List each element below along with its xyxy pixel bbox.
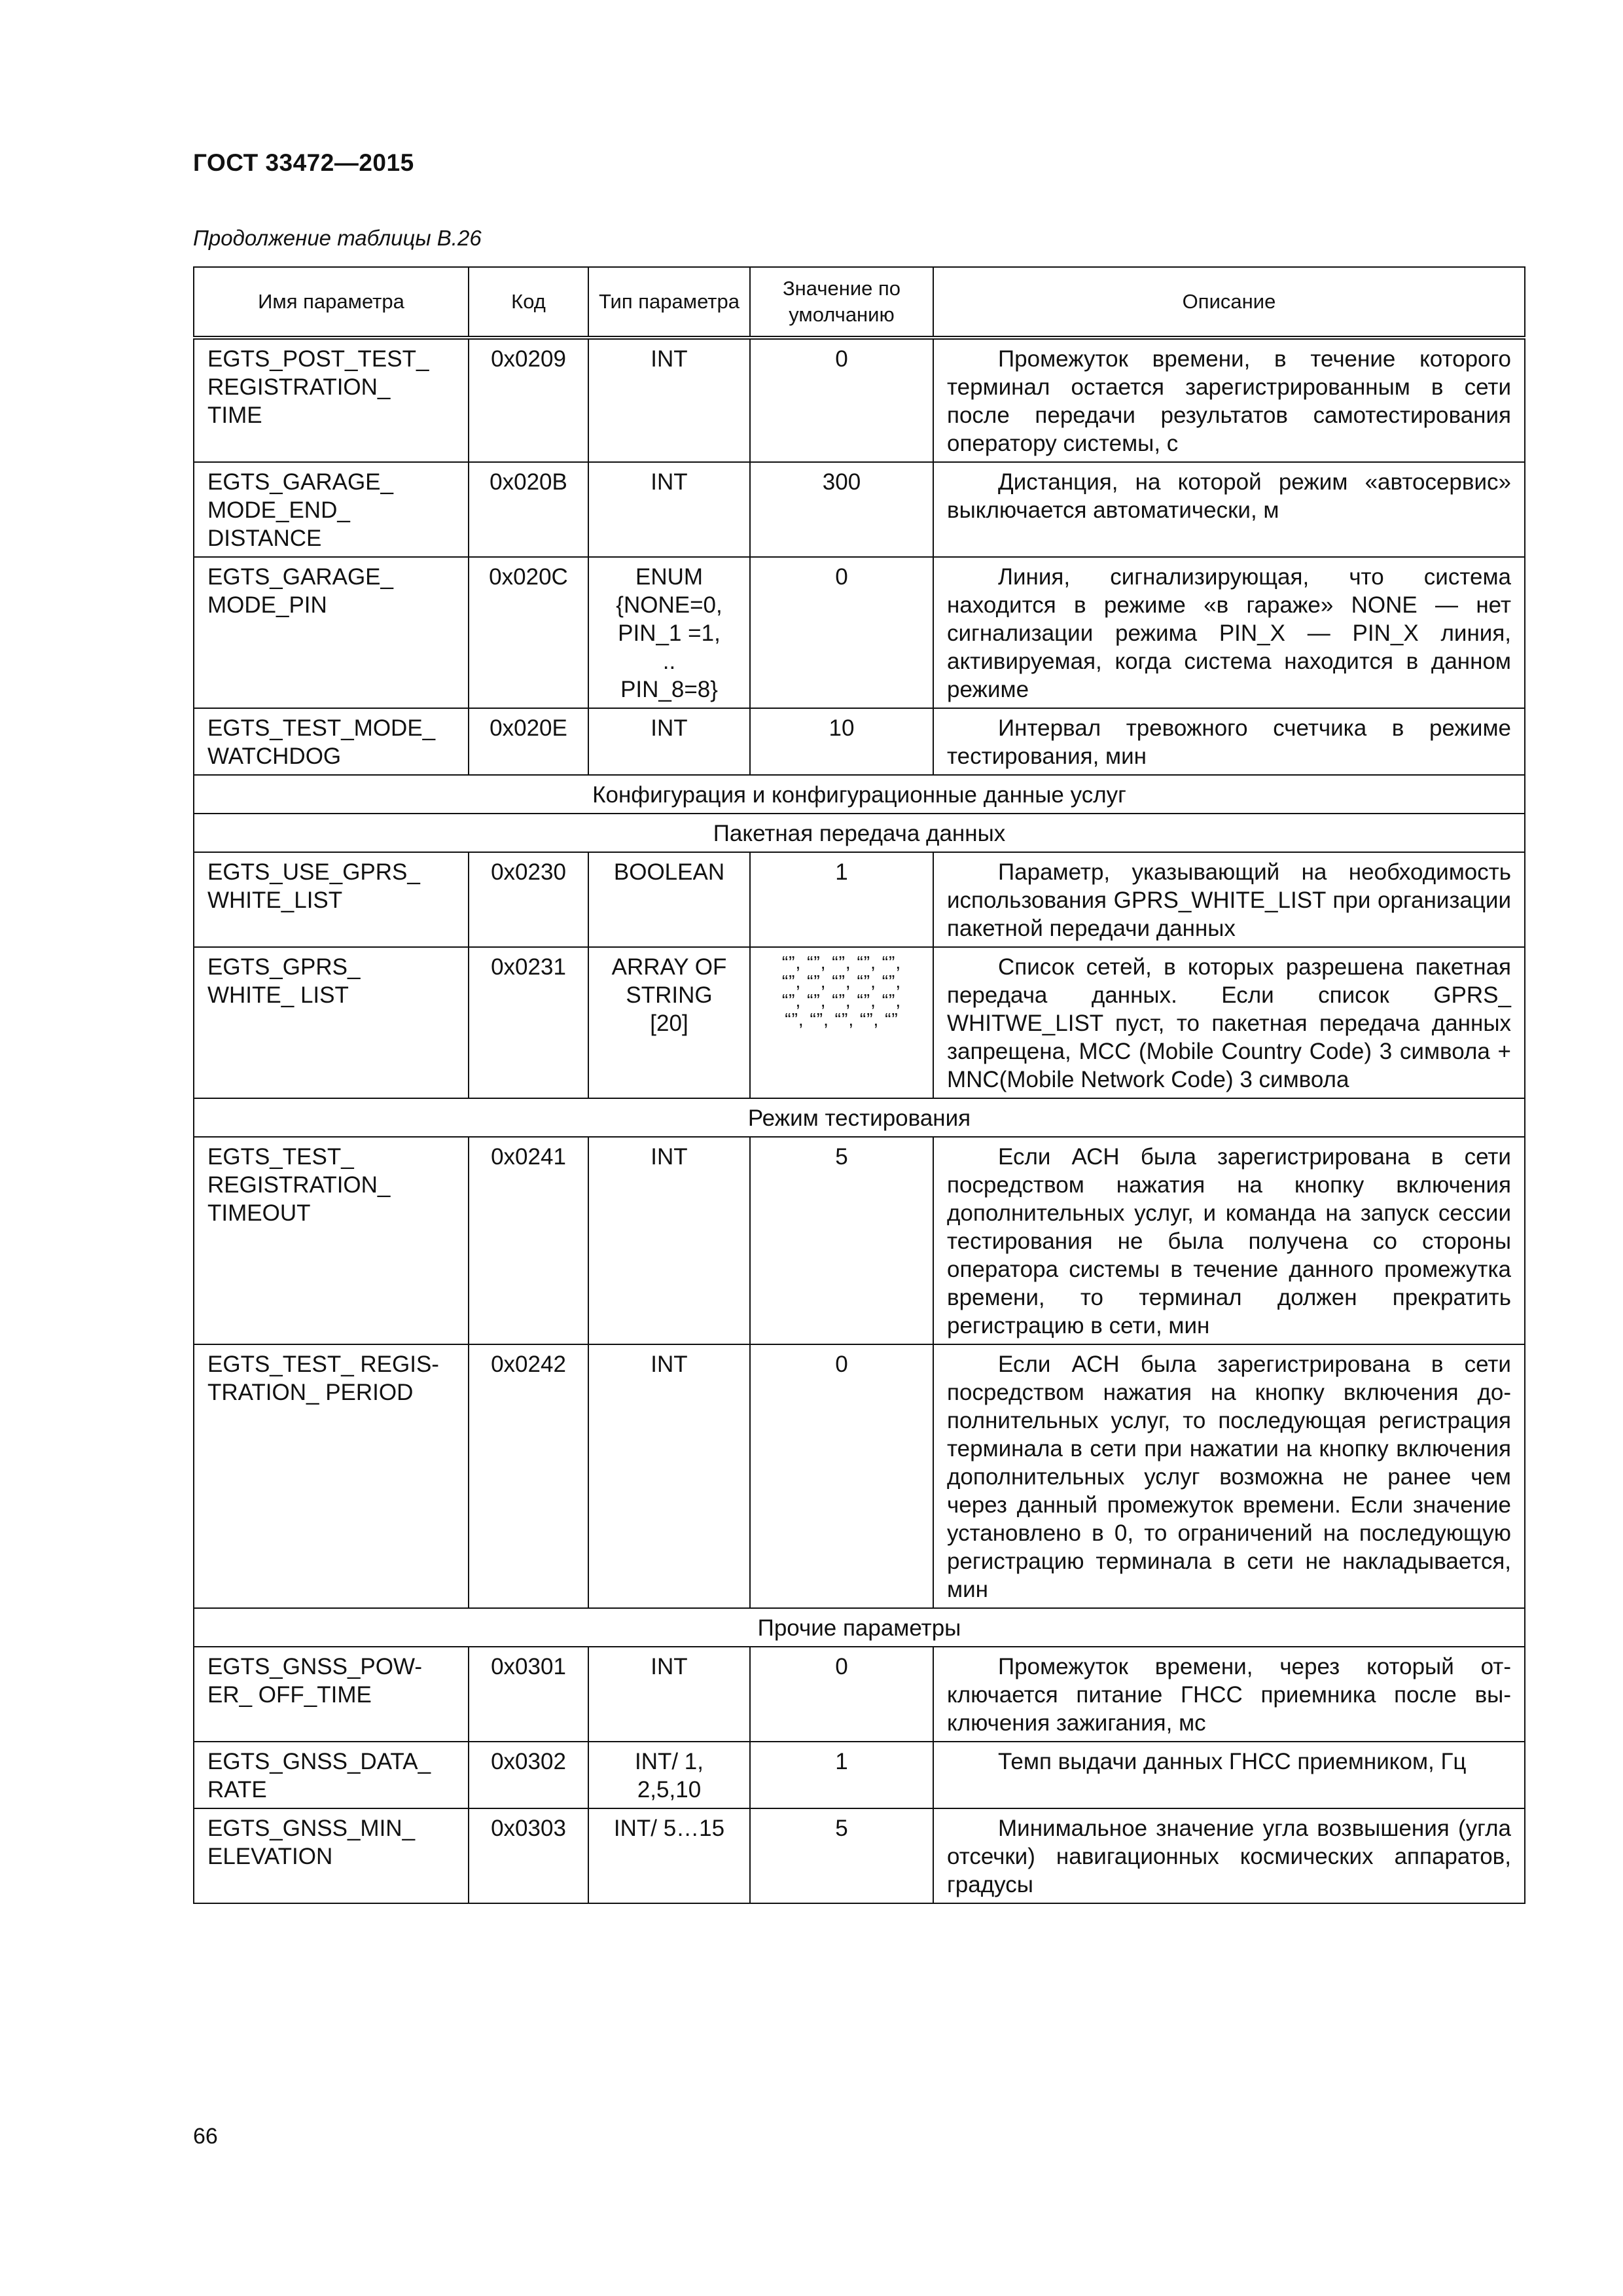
parameter-name-line: EGTS_TEST_ <box>207 1144 354 1170</box>
parameter-name-line: MODE_END_ <box>207 497 350 523</box>
section-title: Режим тестирования <box>194 1098 1525 1137</box>
parameter-type <box>588 462 750 557</box>
parameter-type-line: BOOLEAN <box>613 859 725 885</box>
default-value <box>750 947 933 1098</box>
parameter-name <box>194 338 469 462</box>
default-value: 5 <box>750 1137 933 1344</box>
table-row <box>194 1808 1525 1903</box>
parameter-type <box>588 1808 750 1903</box>
parameter-description <box>933 1137 1525 1344</box>
parameter-description <box>933 462 1525 557</box>
parameter-type <box>588 852 750 947</box>
parameter-name-line: EGTS_GPRS_ <box>207 954 361 980</box>
section-row <box>194 814 1525 852</box>
table-row <box>194 1742 1525 1808</box>
column-header-name: Имя параметра <box>194 267 469 338</box>
parameter-name <box>194 1137 469 1344</box>
parameter-name-line: ELEVATION <box>207 1844 333 1869</box>
parameter-type-line: {NONE=0, <box>616 592 722 618</box>
parameter-type <box>588 1344 750 1608</box>
parameter-code: 0x020E <box>469 708 588 775</box>
parameter-code: 0x0231 <box>469 947 588 1098</box>
parameter-code: 0x020B <box>469 462 588 557</box>
description-text: Если АСН была зарегистрирована в сети посредством нажатия на кнопку включения дополнительных услуг, и команда на запуск сессии тестирования не была получена со стороны оператора системы в течение данного промежутка времени, то терминал должен прекратить регистрацию в сети, мин <box>947 1144 1511 1338</box>
column-header-code: Код <box>469 267 588 338</box>
parameter-name <box>194 1742 469 1808</box>
parameter-description <box>933 852 1525 947</box>
section-row <box>194 775 1525 814</box>
table-row <box>194 462 1525 557</box>
description-text: Дистанция, на которой режим «автосервис» выключается автоматически, м <box>947 469 1511 523</box>
parameter-name <box>194 852 469 947</box>
section-row <box>194 1608 1525 1647</box>
parameters-table <box>193 266 1525 1904</box>
column-header-type: Тип параметра <box>588 267 750 338</box>
parameter-description <box>933 557 1525 708</box>
parameter-type-line: INT <box>651 715 688 741</box>
parameter-description <box>933 1344 1525 1608</box>
parameter-name <box>194 462 469 557</box>
default-value: 1 <box>750 1742 933 1808</box>
description-text: Параметр, указывающий на необходимость использования GPRS_WHITE_LIST при организации пакетной передачи данных <box>947 859 1511 941</box>
parameter-type-line: [20] <box>650 1011 688 1036</box>
parameter-description <box>933 947 1525 1098</box>
default-value: 5 <box>750 1808 933 1903</box>
default-value: 0 <box>750 1344 933 1608</box>
parameter-name-line: RATE <box>207 1777 267 1803</box>
table-row <box>194 1137 1525 1344</box>
parameter-name-line: EGTS_GARAGE_ <box>207 564 393 590</box>
parameter-name-line: MODE_PIN <box>207 592 327 618</box>
parameter-type <box>588 1742 750 1808</box>
description-text: Темп выдачи данных ГНСС приемником, Гц <box>998 1749 1467 1774</box>
parameter-type-line: INT/ 1, <box>634 1749 704 1774</box>
parameter-type <box>588 557 750 708</box>
section-title: Прочие параметры <box>194 1608 1525 1647</box>
description-text: Список сетей, в которых разрешена пакетная передача данных. Если список GPRS_ WHITWE_LIST пуст, то пакетная передача данных запрещена, MCC (Mobile Country Code) 3 символа + MNC(Mobile Network Code) 3 символа <box>947 954 1511 1092</box>
parameter-name <box>194 1808 469 1903</box>
parameter-type-line: INT <box>651 1654 688 1679</box>
parameter-type-line: ENUM <box>635 564 704 590</box>
description-text: Минимальное значение угла возвышения (угла отсечки) навигационных космических аппаратов, градусы <box>947 1816 1511 1897</box>
parameter-name <box>194 947 469 1098</box>
table-row <box>194 1647 1525 1742</box>
parameter-name-line: EGTS_TEST_ REGIS- <box>207 1352 439 1377</box>
description-text: Интервал тревожного счетчика в режиме тестирования, мин <box>947 715 1511 769</box>
parameter-type-line: INT <box>651 1144 688 1170</box>
parameter-code: 0x0303 <box>469 1808 588 1903</box>
parameter-name-line: TIMEOUT <box>207 1200 311 1226</box>
description-text: Если АСН была зарегистрирована в сети посредством нажатия на кнопку включения дополнительных услуг, то последующая регистрация терминала в сети при нажатии на кнопку включения дополнительных услуг возможна не ранее чем через данный промежуток времени. Если значение установлено в 0, то ограничений на последующую регистрацию терминала в сети не накладывается, мин <box>947 1352 1511 1602</box>
parameter-code: 0x0230 <box>469 852 588 947</box>
parameter-type <box>588 338 750 462</box>
column-header-description: Описание <box>933 267 1525 338</box>
parameter-name-line: REGISTRATION_ <box>207 374 391 400</box>
parameter-type-line: PIN_1 =1, <box>618 620 721 646</box>
parameter-description <box>933 338 1525 462</box>
parameter-name-line: EGTS_USE_GPRS_ <box>207 859 420 885</box>
parameter-name-line: EGTS_TEST_MODE_ <box>207 715 436 741</box>
parameter-type-line: PIN_8=8} <box>620 677 718 702</box>
header-row <box>194 267 1525 338</box>
table-row <box>194 852 1525 947</box>
table-row <box>194 338 1525 462</box>
parameter-code: 0x0242 <box>469 1344 588 1608</box>
parameter-name <box>194 1647 469 1742</box>
parameter-name-line: WHITE_ LIST <box>207 982 349 1008</box>
default-value-line: “”, “”, “”, “”, “”, <box>781 971 902 992</box>
page-number: 66 <box>193 2124 218 2149</box>
default-value: 1 <box>750 852 933 947</box>
parameter-type-line: INT <box>651 469 688 495</box>
parameter-type <box>588 1137 750 1344</box>
parameter-type-line: .. <box>662 649 676 674</box>
parameter-name-line: EGTS_POST_TEST_ <box>207 346 429 372</box>
parameter-type <box>588 1647 750 1742</box>
table-caption: Продолжение таблицы В.26 <box>193 226 482 250</box>
parameter-type-line: INT <box>651 1352 688 1377</box>
parameter-type-line: 2,5,10 <box>637 1777 702 1803</box>
description-text: Промежуток времени, через который отключается питание ГНСС приемника после выключения зажигания, мс <box>947 1654 1511 1736</box>
parameter-name-line: WATCHDOG <box>207 744 342 769</box>
default-value: 0 <box>750 1647 933 1742</box>
parameter-type-line: INT <box>651 346 688 372</box>
parameter-type <box>588 947 750 1098</box>
default-value: 0 <box>750 338 933 462</box>
parameter-description <box>933 1647 1525 1742</box>
parameter-name-line: EGTS_GNSS_MIN_ <box>207 1816 416 1841</box>
description-text: Линия, сигнализирующая, что система находится в режиме «в гараже» NONE — нет сигнализации режима PIN_X — PIN_X линия, активируемая, когда система находится в данном режиме <box>947 564 1511 702</box>
table-row <box>194 708 1525 775</box>
parameter-name <box>194 557 469 708</box>
table-row <box>194 557 1525 708</box>
table-row <box>194 1344 1525 1608</box>
section-title: Пакетная передача данных <box>194 814 1525 852</box>
parameter-name <box>194 1344 469 1608</box>
default-value: 10 <box>750 708 933 775</box>
parameter-name-line: TIME <box>207 403 262 428</box>
parameter-type-line: STRING <box>626 982 713 1008</box>
description-text: Промежуток времени, в течение которого терминал остается зарегистрированным в сети после передачи результатов самотестирования оператору системы, с <box>947 346 1511 456</box>
parameter-code: 0x0301 <box>469 1647 588 1742</box>
default-value: 300 <box>750 462 933 557</box>
parameter-description <box>933 1742 1525 1808</box>
parameter-name-line: EGTS_GNSS_POW- <box>207 1654 423 1679</box>
parameter-code: 0x0241 <box>469 1137 588 1344</box>
parameter-type-line: ARRAY OF <box>611 954 727 980</box>
table-body <box>194 338 1525 1903</box>
default-value-line: “”, “”, “”, “”, “”, <box>781 990 902 1011</box>
parameter-name <box>194 708 469 775</box>
parameter-type <box>588 708 750 775</box>
parameter-code: 0x0209 <box>469 338 588 462</box>
column-header-default: Значение по умолчанию <box>750 267 933 338</box>
default-value: 0 <box>750 557 933 708</box>
parameter-description <box>933 1808 1525 1903</box>
default-value-line: “”, “”, “”, “”, “”, <box>781 952 902 973</box>
parameter-code: 0x0302 <box>469 1742 588 1808</box>
parameter-description <box>933 708 1525 775</box>
table-header <box>194 267 1525 338</box>
parameter-name-line: EGTS_GNSS_DATA_ <box>207 1749 431 1774</box>
parameter-type-line: INT/ 5…15 <box>613 1816 725 1841</box>
default-value-line: “”, “”, “”, “”, “” <box>785 1009 899 1030</box>
section-title: Конфигурация и конфигурационные данные услуг <box>194 775 1525 814</box>
document-header: ГОСТ 33472—2015 <box>193 149 414 176</box>
parameter-code: 0x020C <box>469 557 588 708</box>
parameter-name-line: REGISTRATION_ <box>207 1172 391 1198</box>
parameter-name-line: WHITE_LIST <box>207 888 343 913</box>
parameter-name-line: EGTS_GARAGE_ <box>207 469 393 495</box>
section-row <box>194 1098 1525 1137</box>
parameter-name-line: TRATION_ PERIOD <box>207 1380 414 1405</box>
table-row <box>194 947 1525 1098</box>
parameter-name-line: DISTANCE <box>207 526 322 551</box>
parameter-name-line: ER_ OFF_TIME <box>207 1682 372 1708</box>
